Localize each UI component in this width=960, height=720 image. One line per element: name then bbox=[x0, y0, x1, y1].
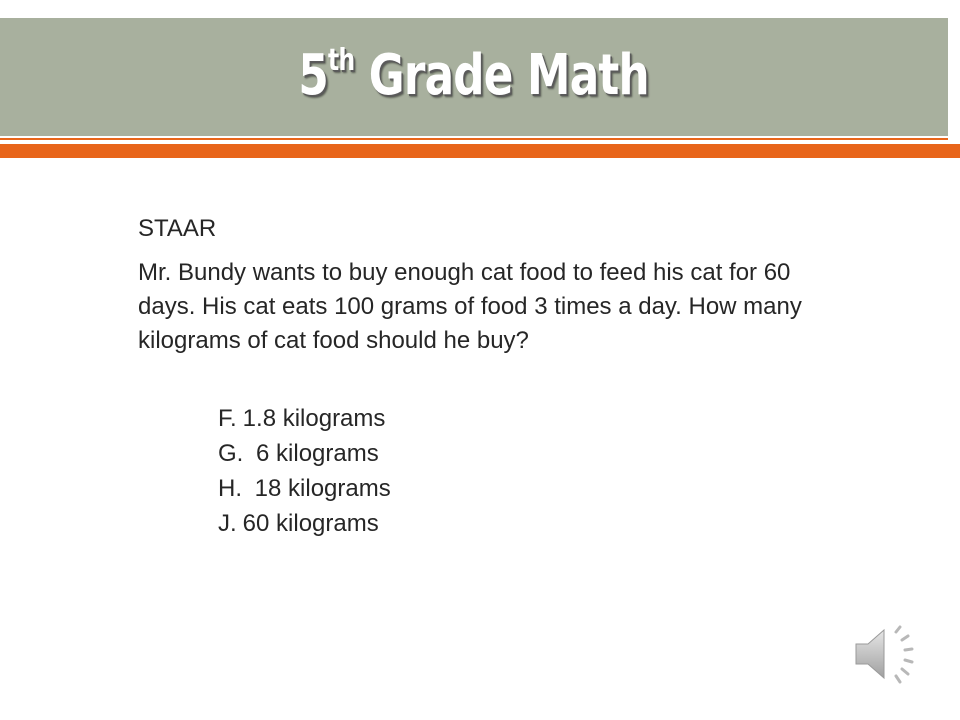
answer-text: 18 kilograms bbox=[248, 475, 391, 502]
answer-option-j bbox=[218, 506, 838, 541]
accent-bar bbox=[0, 144, 960, 158]
answer-letter: F. bbox=[218, 405, 237, 432]
answer-list bbox=[218, 401, 838, 541]
answer-letter: J. bbox=[218, 510, 237, 537]
answer-option-g bbox=[218, 436, 838, 471]
speaker-icon[interactable] bbox=[852, 622, 922, 686]
answer-text: 1.8 kilograms bbox=[242, 405, 386, 432]
question-text: Mr. Bundy wants to buy enough cat food to feed his cat for 60 days. His cat eats 100 grams of food 3 times a day. How many kilograms of cat food should he buy? bbox=[138, 259, 802, 354]
answer-text: 6 kilograms bbox=[249, 440, 379, 467]
answer-letter: H. bbox=[218, 475, 242, 502]
title-bar bbox=[0, 18, 948, 136]
title-rest: Grade Math bbox=[354, 42, 650, 108]
answer-option-h bbox=[218, 471, 838, 506]
accent-line bbox=[0, 138, 948, 140]
title-number: 5 bbox=[298, 42, 329, 108]
test-label: STAAR bbox=[138, 215, 217, 242]
answer-letter: G. bbox=[218, 440, 244, 467]
answer-option-f bbox=[218, 401, 838, 436]
slide-content bbox=[138, 212, 838, 541]
title-superscript: th bbox=[328, 42, 355, 78]
answer-text: 60 kilograms bbox=[242, 510, 379, 537]
slide-title bbox=[299, 43, 649, 108]
